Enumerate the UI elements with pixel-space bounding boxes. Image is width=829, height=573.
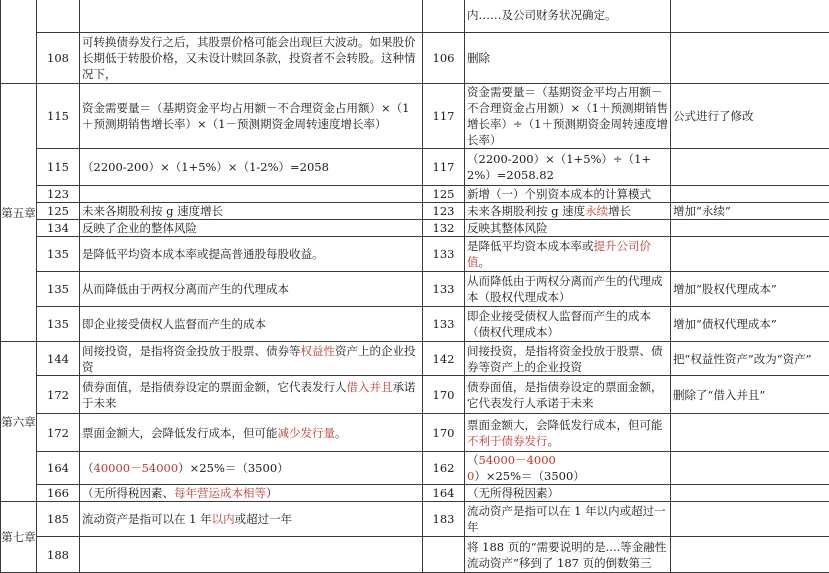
new-text: 未来各期股利按 g 速度永续增长 <box>465 203 671 220</box>
new-page: 132 <box>423 220 465 237</box>
old-text <box>80 537 423 573</box>
new-page: 162 <box>423 452 465 485</box>
old-page: 144 <box>37 342 80 376</box>
table-row <box>1 237 829 272</box>
table-row <box>1 186 829 203</box>
chapter-label-6: 第六章 <box>1 342 37 502</box>
highlight-removed: 权益性 <box>301 344 336 358</box>
old-page: 135 <box>37 307 80 342</box>
new-page: 125 <box>423 186 465 203</box>
table-row <box>1 307 829 342</box>
old-text: 间接投资，是指将资金投放于股票、债券等权益性资产上的企业投资 <box>80 342 423 376</box>
old-page: 115 <box>37 84 80 149</box>
old-page: 172 <box>37 414 80 452</box>
note <box>671 186 829 203</box>
new-text: （54000－40000）×25%＝（3500） <box>465 452 671 485</box>
table-row <box>1 272 829 307</box>
new-page: 133 <box>423 272 465 307</box>
old-text: 流动资产是指可以在 1 年以内或超过一年 <box>80 502 423 537</box>
note <box>671 502 829 537</box>
new-text: 内……及公司财务状况确定。 <box>465 0 671 33</box>
table-row <box>1 342 829 376</box>
highlight-removed: 借入并且 <box>347 380 393 394</box>
chapter-label-7: 第七章 <box>1 502 37 573</box>
table-row <box>1 203 829 220</box>
old-page: 135 <box>37 237 80 272</box>
new-text: （2200-200）×（1+5%）÷（1+2%）=2058.82 <box>465 149 671 186</box>
old-text: （2200-200）×（1+5%）×（1-2%）=2058 <box>80 149 423 186</box>
old-page: 115 <box>37 149 80 186</box>
new-text: 票面金额大，会降低发行成本，但可能不利于债券发行。 <box>465 414 671 452</box>
new-text: 资金需要量＝（基期资金平均占用额－不合理资金占用额）×（1＋预测期销售增长率）÷（1＋预测期资金周转速度增长率） <box>465 84 671 149</box>
old-page: 123 <box>37 186 80 203</box>
new-page: 142 <box>423 342 465 376</box>
note <box>671 414 829 452</box>
old-page: 185 <box>37 502 80 537</box>
highlight-added: 54000－40000 <box>467 453 556 483</box>
table-row <box>1 0 829 33</box>
highlight-removed: 减少发行量 <box>278 426 336 440</box>
new-text: 新增（一）个别资本成本的计算模式 <box>465 186 671 203</box>
old-page: 188 <box>37 537 80 573</box>
note <box>671 0 829 33</box>
new-text: 流动资产是指可以在 1 年以内或超过一年 <box>465 502 671 537</box>
new-page: 117 <box>423 149 465 186</box>
new-page: 183 <box>423 502 465 537</box>
old-page <box>37 0 80 33</box>
note <box>671 485 829 502</box>
note: 删除了“借入并且” <box>671 376 829 414</box>
highlight-added: 不利于债券发行 <box>467 434 548 448</box>
new-text: 反映其整体风险 <box>465 220 671 237</box>
old-text: 反映了企业的整体风险 <box>80 220 423 237</box>
table-row <box>1 220 829 237</box>
new-text: 间接投资，是指将资金投放于股票、债券等资产上的企业投资 <box>465 342 671 376</box>
note <box>671 220 829 237</box>
old-page: 164 <box>37 452 80 485</box>
old-page: 134 <box>37 220 80 237</box>
old-text: 票面金额大，会降低发行成本，但可能减少发行量。 <box>80 414 423 452</box>
note: 增加“永续” <box>671 203 829 220</box>
highlight-removed: 以内 <box>212 512 235 526</box>
old-page: 166 <box>37 485 80 502</box>
table-row <box>1 537 829 573</box>
highlight-removed: 40000－54000 <box>94 461 179 475</box>
old-page: 108 <box>37 33 80 84</box>
note <box>671 452 829 485</box>
note <box>671 237 829 272</box>
old-text: 债券面值，是指债券设定的票面金额，它代表发行人借入并且承诺于未来 <box>80 376 423 414</box>
old-page: 125 <box>37 203 80 220</box>
note: 公式进行了修改 <box>671 84 829 149</box>
old-page: 172 <box>37 376 80 414</box>
table-row <box>1 149 829 186</box>
note: 把“权益性资产”改为“资产” <box>671 342 829 376</box>
old-text: 从而降低由于两权分离而产生的代理成本 <box>80 272 423 307</box>
note: 增加“债权代理成本” <box>671 307 829 342</box>
new-text: 从而降低由于两权分离而产生的代理成本（股权代理成本） <box>465 272 671 307</box>
new-page: 123 <box>423 203 465 220</box>
highlight-added: 永续 <box>585 204 608 218</box>
table-row <box>1 485 829 502</box>
chapter-cell <box>1 0 37 84</box>
note <box>671 149 829 186</box>
table-row <box>1 33 829 84</box>
old-text: 是降低平均资本成本率或提高普通股每股收益。 <box>80 237 423 272</box>
new-text: 删除 <box>465 33 671 84</box>
old-text: 未来各期股利按 g 速度增长 <box>80 203 423 220</box>
table-row <box>1 414 829 452</box>
table-row <box>1 84 829 149</box>
table-row <box>1 452 829 485</box>
new-text: 是降低平均资本成本率或提升公司价值。 <box>465 237 671 272</box>
highlight-removed: 每年营运成本相等 <box>174 486 266 500</box>
new-page: 164 <box>423 485 465 502</box>
new-page: 117 <box>423 84 465 149</box>
chapter-label-5: 第五章 <box>1 84 37 342</box>
new-page <box>423 537 465 573</box>
old-text: 即企业接受债权人监督而产生的成本 <box>80 307 423 342</box>
old-text: 可转换债券发行之后，其股票价格可能会出现巨大波动。如果股价长期低于转股价格，又未设计赎回条款，投资者不会转股。这种情况下， <box>80 33 423 84</box>
new-text: （无所得税因素） <box>465 485 671 502</box>
table-row <box>1 502 829 537</box>
old-text: 资金需要量＝（基期资金平均占用额－不合理资金占用额）×（1＋预测期销售增长率）×（1－预测期资金周转速度增长率） <box>80 84 423 149</box>
new-page <box>423 0 465 33</box>
old-text <box>80 0 423 33</box>
old-page: 135 <box>37 272 80 307</box>
new-text: 将 188 页的“需要说明的是....等金融性流动资产”移到了 187 页的倒数第三 <box>465 537 671 573</box>
old-text: （40000－54000）×25%＝（3500） <box>80 452 423 485</box>
table-row <box>1 376 829 414</box>
new-text: 债券面值，是指债券设定的票面金额，它代表发行人承诺于未来 <box>465 376 671 414</box>
new-page: 133 <box>423 307 465 342</box>
note <box>671 33 829 84</box>
old-text: （无所得税因素、每年营运成本相等） <box>80 485 423 502</box>
old-text <box>80 186 423 203</box>
new-text: 即企业接受债权人监督而产生的成本（债权代理成本） <box>465 307 671 342</box>
new-page: 170 <box>423 376 465 414</box>
new-page: 106 <box>423 33 465 84</box>
note: 增加“股权代理成本” <box>671 272 829 307</box>
new-page: 170 <box>423 414 465 452</box>
new-page: 133 <box>423 237 465 272</box>
highlight-added: 提升公司价值 <box>467 239 651 269</box>
note <box>671 537 829 573</box>
